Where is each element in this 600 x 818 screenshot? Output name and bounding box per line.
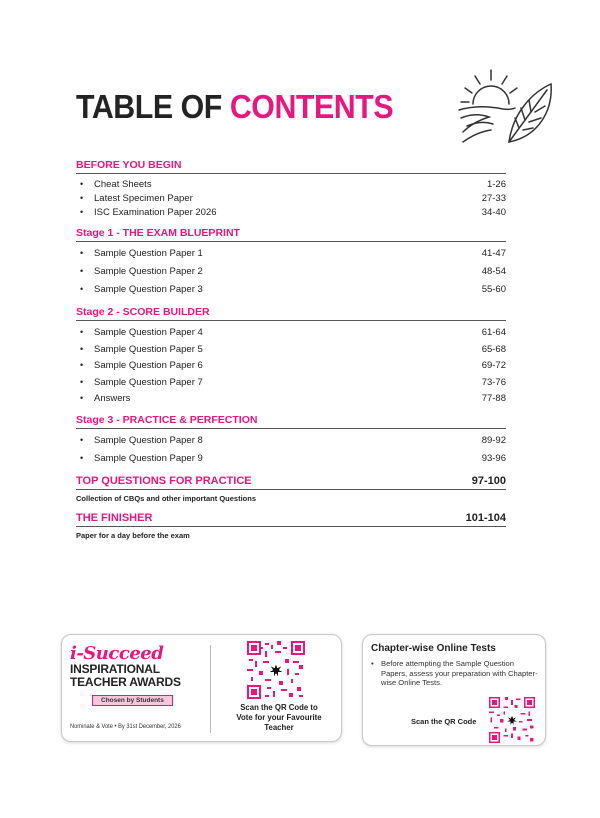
list-item: [76, 453, 506, 471]
list-item: [76, 377, 506, 394]
item-pages: 1-26: [486, 179, 506, 190]
item-label: • Sample Question Paper 9: [76, 453, 203, 471]
table-of-contents: [76, 159, 506, 540]
item-label: • Sample Question Paper 5: [76, 344, 203, 361]
item-label: • ISC Examination Paper 2026: [76, 207, 217, 221]
section-heading: Stage 3 - PRACTICE & PERFECTION: [76, 414, 506, 429]
item-label: • Sample Question Paper 2: [76, 266, 203, 284]
section-finisher: [76, 512, 506, 540]
teacher-awards-card: [61, 634, 342, 742]
section-heading: Stage 2 - SCORE BUILDER: [76, 306, 506, 321]
page-title: [76, 88, 393, 126]
top-questions-subtitle: Collection of CBQs and other important Questions: [76, 493, 257, 503]
list-item: [76, 284, 506, 302]
item-label: • Sample Question Paper 7: [76, 377, 203, 394]
awards-line-1: INSPIRATIONAL: [70, 662, 160, 676]
item-pages: 34-40: [481, 207, 506, 218]
awards-logo: [70, 645, 200, 707]
list-item: [76, 360, 506, 377]
section-heading: [76, 512, 506, 527]
finisher-heading: THE FINISHER: [76, 511, 153, 524]
item-pages: 27-33: [481, 193, 506, 204]
item-pages: 41-47: [481, 248, 506, 259]
item-pages: 65-68: [481, 343, 506, 355]
item-pages: 48-54: [481, 266, 506, 277]
section-stage-3: [76, 414, 506, 471]
top-questions-pages: 97-100: [471, 474, 506, 487]
list-item: [76, 393, 506, 410]
awards-line-2: TEACHER AWARDS: [70, 675, 181, 689]
finisher-subtitle: Paper for a day before the exam: [76, 530, 190, 540]
item-pages: 89-92: [481, 434, 506, 446]
qr-caption-line-1: Scan the QR Code to: [240, 703, 318, 712]
list-item: [76, 327, 506, 344]
list-item: [76, 266, 506, 284]
qr-code-icon[interactable]: [247, 641, 305, 699]
list-item: [76, 193, 506, 207]
divider: [210, 645, 211, 733]
bullet-icon: •: [371, 659, 374, 668]
qr-code-icon[interactable]: [489, 697, 535, 743]
top-questions-heading: TOP QUESTIONS FOR PRACTICE: [76, 474, 252, 487]
item-label: • Answers: [76, 393, 130, 410]
list-item: [76, 435, 506, 453]
finisher-pages: 101-104: [465, 511, 506, 524]
sun-landscape-leaf-icon: [455, 62, 555, 154]
item-label: • Sample Question Paper 3: [76, 284, 203, 302]
item-label: • Sample Question Paper 4: [76, 327, 203, 344]
online-tests-title: Chapter-wise Online Tests: [371, 643, 496, 654]
item-label: • Sample Question Paper 8: [76, 435, 203, 453]
section-stage-1: [76, 227, 506, 302]
title-part-2: CONTENTS: [229, 88, 394, 125]
qr-caption-line-2: Vote for your Favourite Teacher: [236, 713, 322, 732]
online-tests-card: [362, 634, 546, 746]
list-item: [76, 344, 506, 361]
item-label: • Cheat Sheets: [76, 179, 152, 193]
item-label: • Sample Question Paper 1: [76, 248, 203, 266]
section-top-questions: [76, 475, 506, 503]
section-before-you-begin: [76, 159, 506, 221]
item-pages: 69-72: [481, 360, 506, 371]
chosen-ribbon: Chosen by Students: [92, 695, 173, 706]
title-part-1: TABLE OF: [76, 88, 230, 125]
section-heading: [76, 475, 506, 490]
list-item: [76, 248, 506, 266]
brand-name: i-Succeed: [70, 643, 164, 664]
online-tests-text: Before attempting the Sample Question Papers, assess your preparation with Chapter-wise Online Tests.: [381, 659, 538, 687]
nominate-text: Nominate & Vote • By 31st December, 2026: [70, 723, 181, 730]
item-pages: 73-76: [481, 376, 506, 388]
list-item: [76, 207, 506, 221]
item-label: • Latest Specimen Paper: [76, 193, 193, 207]
item-label: • Sample Question Paper 6: [76, 360, 203, 377]
item-pages: 77-88: [481, 393, 506, 404]
section-stage-2: [76, 306, 506, 410]
item-pages: 93-96: [481, 452, 506, 464]
item-pages: 55-60: [481, 284, 506, 295]
section-heading: Stage 1 - THE EXAM BLUEPRINT: [76, 227, 506, 242]
online-tests-body: [371, 659, 541, 688]
list-item: [76, 179, 506, 193]
item-pages: 61-64: [481, 327, 506, 338]
scan-qr-label: Scan the QR Code: [411, 717, 477, 726]
section-heading: BEFORE YOU BEGIN: [76, 159, 506, 174]
qr-caption: [222, 703, 336, 733]
